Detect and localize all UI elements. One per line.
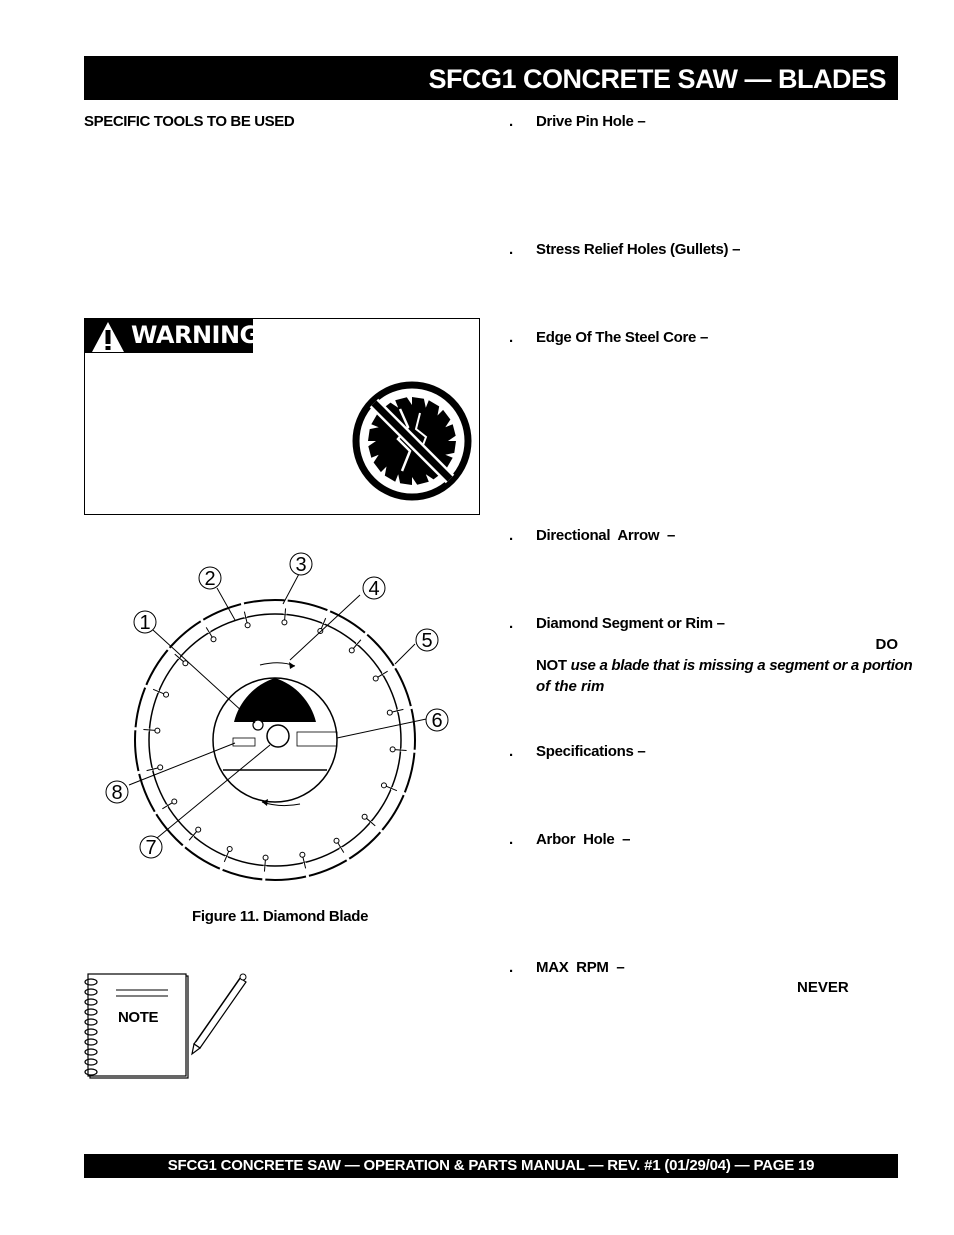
callout-number: 4 [368,578,380,600]
item-label: Directional Arrow – [536,527,676,544]
warning-box [84,318,480,515]
item-label: Arbor Hole – [536,831,631,848]
bullet-dot: . [509,329,514,346]
note-label: NOTE [118,1009,159,1026]
diamond-blade-figure [95,540,475,890]
warning-banner [85,319,259,353]
bullet-dot: . [509,615,514,632]
figure-caption: Figure 11. Diamond Blade [192,908,369,925]
blade-hub [213,678,337,802]
warning-triangle-icon [91,321,125,353]
callout-number: 7 [145,837,157,859]
page-footer: SFCG1 CONCRETE SAW — OPERATION & PARTS MANUAL — REV. #1 (01/29/04) — PAGE 19 [84,1154,898,1178]
tools-heading: SPECIFIC TOOLS TO BE USED [84,113,295,130]
item-label: Specifications – [536,743,646,760]
rim-warning-block [536,634,913,697]
callout-number: 5 [421,630,433,652]
item-label: Stress Relief Holes (Gullets) – [536,241,741,258]
bullet-dot: . [509,527,514,544]
item-label: Diamond Segment or Rim – [536,615,725,632]
callout-number: 1 [139,612,151,634]
page-title: SFCG1 CONCRETE SAW — BLADES [84,56,898,100]
item-label: Drive Pin Hole – [536,113,646,130]
callout-number: 6 [431,710,443,732]
bullet-dot: . [509,241,514,258]
rim-warning-text-2: of the rim [536,678,605,695]
rim-do: DO [875,636,898,653]
bullet-dot: . [509,743,514,760]
callout-number: 3 [295,554,307,576]
rim-warning-text: use a blade that is missing a segment or a portion [566,657,913,674]
warning-label: WARNING [131,321,259,349]
bullet-dot: . [509,831,514,848]
rim-not: NOT [536,657,567,674]
pencil-icon [192,974,246,1054]
item-label: MAX RPM – [536,959,625,976]
note-notebook-icon [82,968,252,1083]
item-label: Edge Of The Steel Core – [536,329,709,346]
callout-number: 8 [111,782,123,804]
max-rpm-never: NEVER [797,979,849,996]
callout-number: 2 [204,568,216,590]
bullet-dot: . [509,959,514,976]
no-damaged-blade-icon [350,379,474,503]
bullet-dot: . [509,113,514,130]
